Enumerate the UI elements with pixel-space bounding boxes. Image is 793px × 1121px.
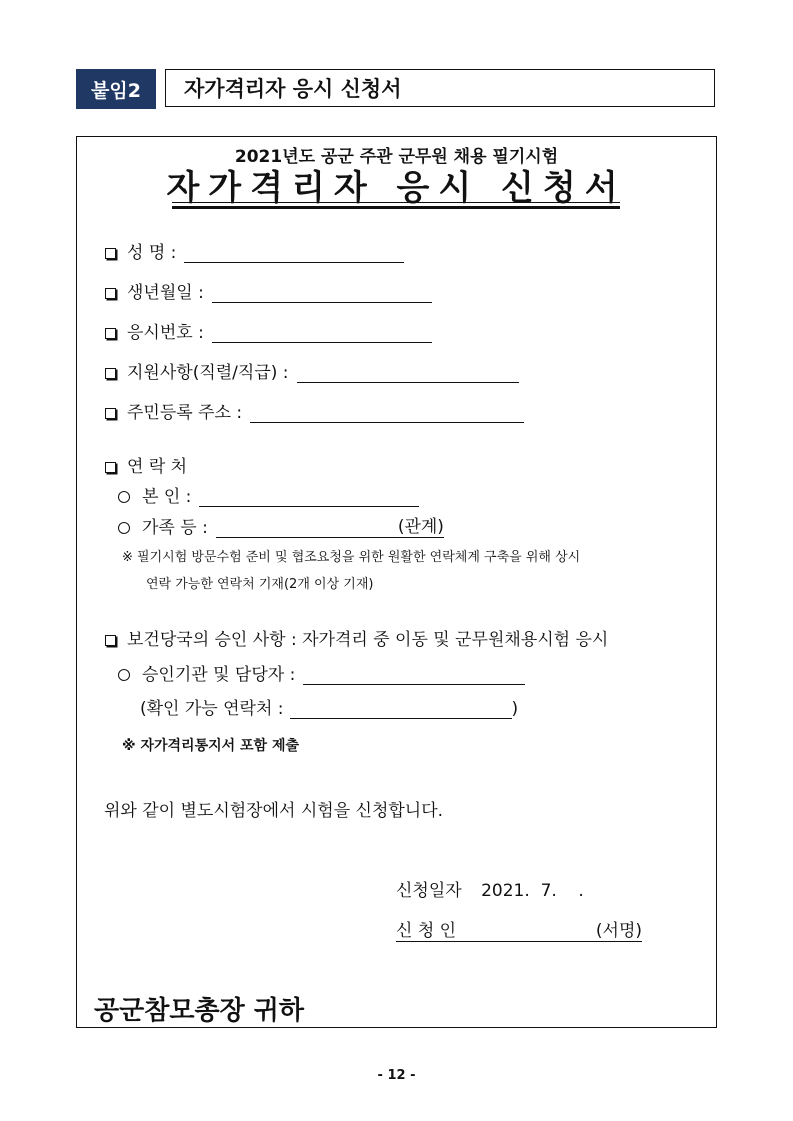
field-exam-number [105,318,432,343]
circle-bullet-icon [118,522,130,534]
contact-self [118,482,419,507]
contact-family-label: 가족 등 : [142,518,208,538]
field-name-label: 성 명 : [127,243,177,263]
title-underline-thin [172,202,620,203]
approval-heading [105,625,608,650]
field-name [105,238,404,263]
field-application-blank[interactable] [297,364,519,383]
checkbox-square-icon [105,635,116,646]
approval-agency [118,660,525,685]
field-name-blank[interactable] [184,244,404,263]
title-underline-thick [172,206,620,209]
statement: 위와 같이 별도시험장에서 시험을 신청합니다. [104,801,444,821]
recipient: 공군참모총장 귀하 [94,996,304,1026]
contact-family-blank[interactable] [216,519,396,538]
checkbox-square-icon [105,288,116,299]
contact-self-label: 본 인 : [142,487,192,507]
field-address [105,398,524,423]
field-exam-number-blank[interactable] [212,324,432,343]
page-number: - 12 - [377,1068,416,1083]
circle-bullet-icon [118,491,130,503]
field-exam-number-label: 응시번호 : [127,323,204,343]
contact-family-suffix: (관계) [396,512,444,538]
applicant-signature-line[interactable] [396,916,642,942]
approval-note: ※ 자가격리통지서 포함 제출 [122,738,299,754]
header-title: 자가격리자 응시 신청서 [165,69,715,107]
date-label: 신청일자 [396,881,462,901]
field-address-label: 주민등록 주소 : [127,403,243,423]
signature-label: (서명) [595,921,642,941]
checkbox-square-icon [105,408,116,419]
circle-bullet-icon [118,669,130,681]
form-title: 자가격리자 응시 신청서 [166,168,627,208]
attachment-tag: 붙임2 [76,69,156,109]
field-application [105,358,519,383]
checkbox-square-icon [105,368,116,379]
form-subtitle: 2021년도 공군 주관 군무원 채용 필기시험 [234,147,559,167]
approval-agency-blank[interactable] [303,666,525,685]
field-birthdate [105,278,432,303]
contact-note-line1: ※ 필기시험 방문수험 준비 및 협조요청을 위한 원활한 연락체계 구축을 위해 상시 [122,550,581,565]
field-birthdate-label: 생년월일 : [127,283,204,303]
contact-label: 연 락 처 [127,457,188,477]
approval-phone-suffix: ) [511,699,519,719]
date-row [396,876,584,901]
approval-phone [140,694,518,719]
checkbox-square-icon [105,248,116,259]
approval-phone-blank[interactable] [290,700,512,719]
checkbox-square-icon [105,328,116,339]
date-value: 2021. 7. . [481,881,584,901]
contact-heading [105,452,187,477]
field-birthdate-blank[interactable] [212,284,432,303]
approval-agency-label: 승인기관 및 담당자 : [142,665,296,685]
checkbox-square-icon [105,462,116,473]
approval-label: 보건당국의 승인 사항 : 자가격리 중 이동 및 군무원채용시험 응시 [127,630,609,650]
applicant-label: 신 청 인 [396,921,457,941]
field-application-label: 지원사항(직렬/직급) : [127,363,289,383]
field-address-blank[interactable] [250,404,524,423]
contact-note-line2: 연락 가능한 연락처 기재(2개 이상 기재) [146,577,374,592]
contact-self-blank[interactable] [199,488,419,507]
applicant-row [396,916,642,942]
contact-family [118,512,444,538]
approval-phone-prefix: (확인 가능 연락처 : [140,699,284,719]
